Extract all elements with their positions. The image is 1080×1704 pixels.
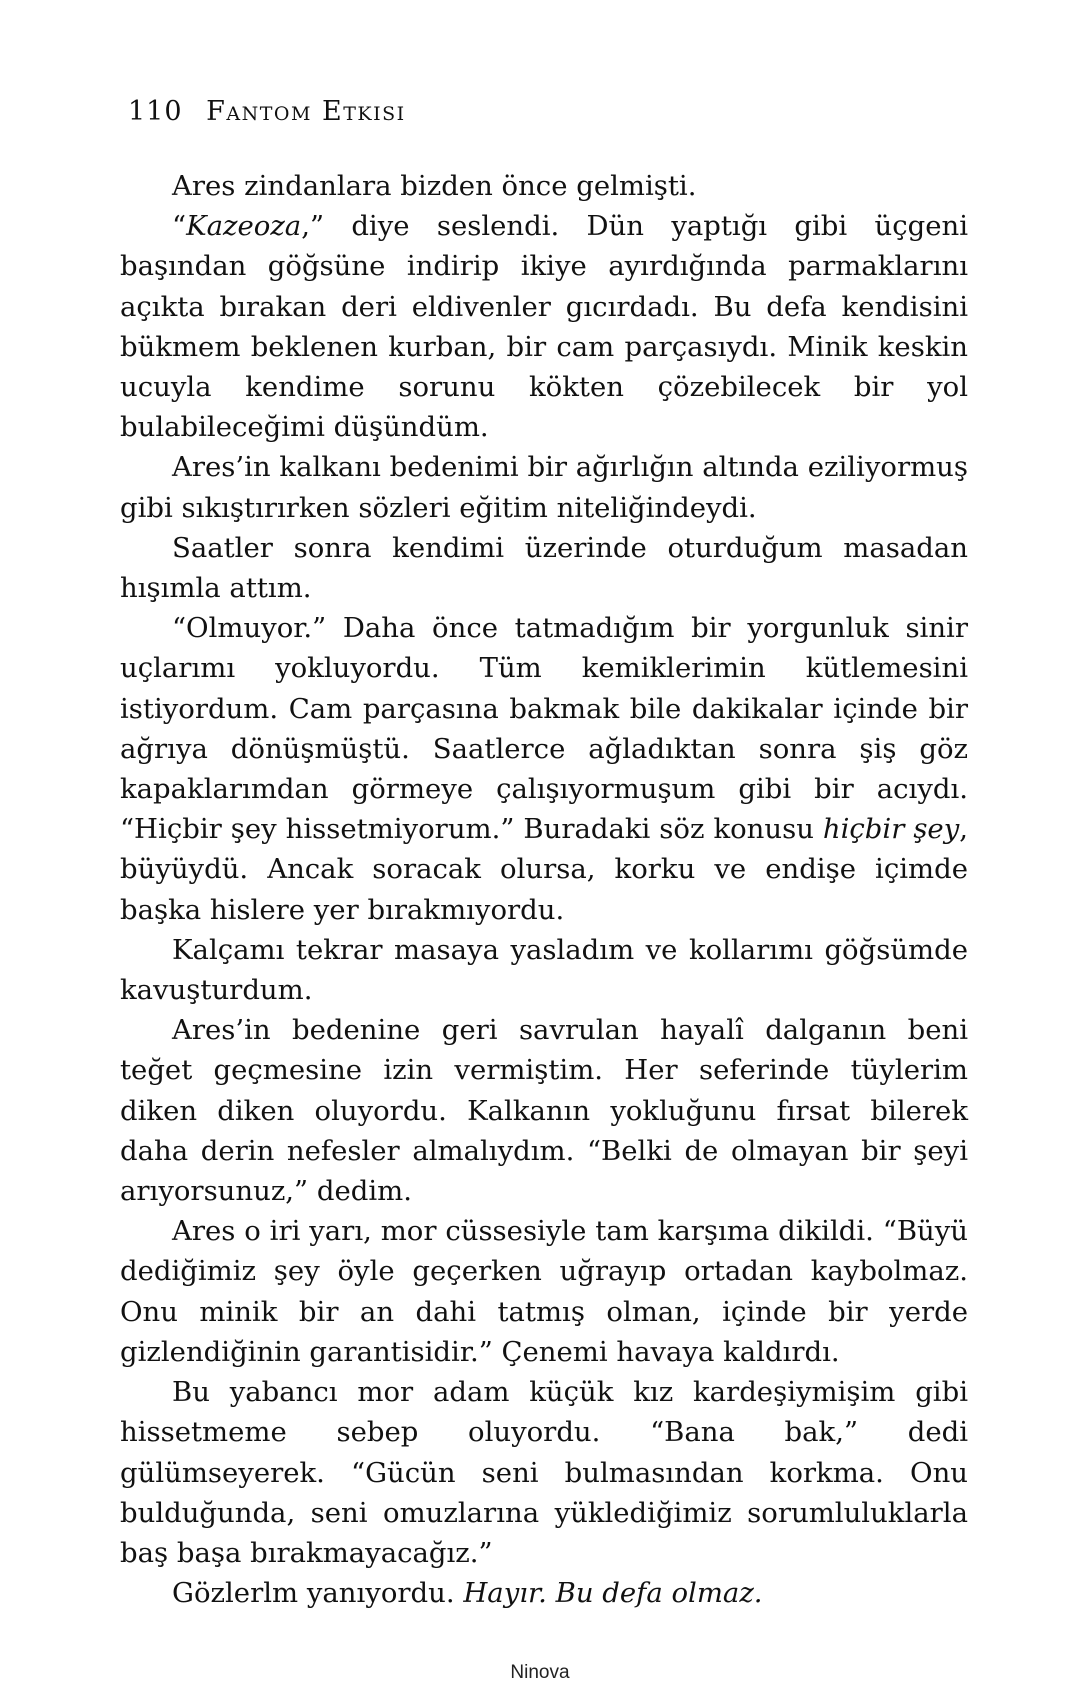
paragraph (120, 528, 968, 608)
paragraph (120, 1010, 968, 1211)
paragraph (120, 608, 968, 930)
publisher-watermark: Ninova (510, 1662, 570, 1683)
text-run: Gözlerlm yanıyordu. (172, 1577, 464, 1610)
text-run: Kalçamı tekrar masaya yasladım ve kollarımı göğsümde kavuşturdum. (120, 933, 968, 1007)
book-title: Fantom Etkisi (206, 96, 406, 127)
text-run: Saatler sonra kendimi üzerinde oturduğum masadan hışımla attım. (120, 531, 968, 605)
text-run: ,” diye seslendi. Dün yaptığı gibi üçgeni başından göğsüne indirip ikiye ayırdığında parmaklarını açıkta bırakan deri eldivenler gıcırdadı. Bu defa kendisini bükmem beklenen kurban, bir cam parçasıydı. Minik keskin ucuyla kendime sorunu kökten çözebilecek bir yol bulabileceğimi düşündüm. (120, 210, 968, 444)
body-text (120, 166, 968, 1613)
paragraph (120, 206, 968, 447)
text-run: Bu yabancı mor adam küçük kız kardeşiymişim gibi hissetmeme sebep oluyordu. “Bana bak,” dedi gülümseyerek. “Gücün seni bulmasından korkma. Onu bulduğunda, seni omuzlarına yüklediğimiz sorumluluklarla baş başa bırakmayacağız.” (120, 1376, 968, 1569)
paragraph (120, 1211, 968, 1372)
italic-text: Hayır. Bu defa olmaz. (463, 1577, 763, 1610)
page-number: 110 (128, 96, 183, 127)
italic-text: Kazeoza (186, 210, 302, 243)
italic-text: hiçbir şey (822, 813, 960, 846)
text-run: , büyüydü. Ancak soracak olursa, korku ve endişe içimde başka hislere yer bırakmıyordu. (120, 813, 968, 926)
paragraph (120, 1573, 968, 1613)
paragraph (120, 930, 968, 1010)
text-run: Ares zindanlara bizden önce gelmişti. (172, 170, 697, 202)
paragraph (120, 1372, 968, 1573)
text-run: “Olmuyor.” Daha önce tatmadığım bir yorgunluk sinir uçlarımı yokluyordu. Tüm kemiklerimin kütlemesini istiyordum. Cam parçasına bakmak bile dakikalar içinde bir ağrıya dönüşmüştü. Saatlerce ağladıktan sonra şiş göz kapaklarımdan görmeye çalışıyormuşum gibi bir acıydı. “Hiçbir şey hissetmiyorum.” Buradaki söz konusu (120, 612, 968, 846)
paragraph (120, 447, 968, 527)
text-run: Ares o iri yarı, mor cüssesiyle tam karşıma dikildi. “Büyü dediğimiz şey öyle geçerken uğrayıp ortadan kaybolmaz. Onu minik bir an dahi tatmış olman, içinde bir yerde gizlendiğinin garantisidir.” Çenemi havaya kaldırdı. (120, 1215, 968, 1368)
text-run: Ares’in kalkanı bedenimi bir ağırlığın altında eziliyormuş gibi sıkıştırırken sözleri eğitim niteliğindeydi. (120, 451, 968, 524)
text-run: “ (172, 210, 187, 243)
text-run: Ares’in bedenine geri savrulan hayalî dalganın beni teğet geçmesine izin vermiştim. Her seferinde tüylerim diken diken oluyordu. Kalkanın yokluğunu fırsat bilerek daha derin nefesler almalıydım. “Belki de olmayan bir şeyi arıyorsunuz,” dedim. (120, 1014, 968, 1208)
running-header (128, 96, 406, 127)
paragraph (120, 166, 968, 206)
